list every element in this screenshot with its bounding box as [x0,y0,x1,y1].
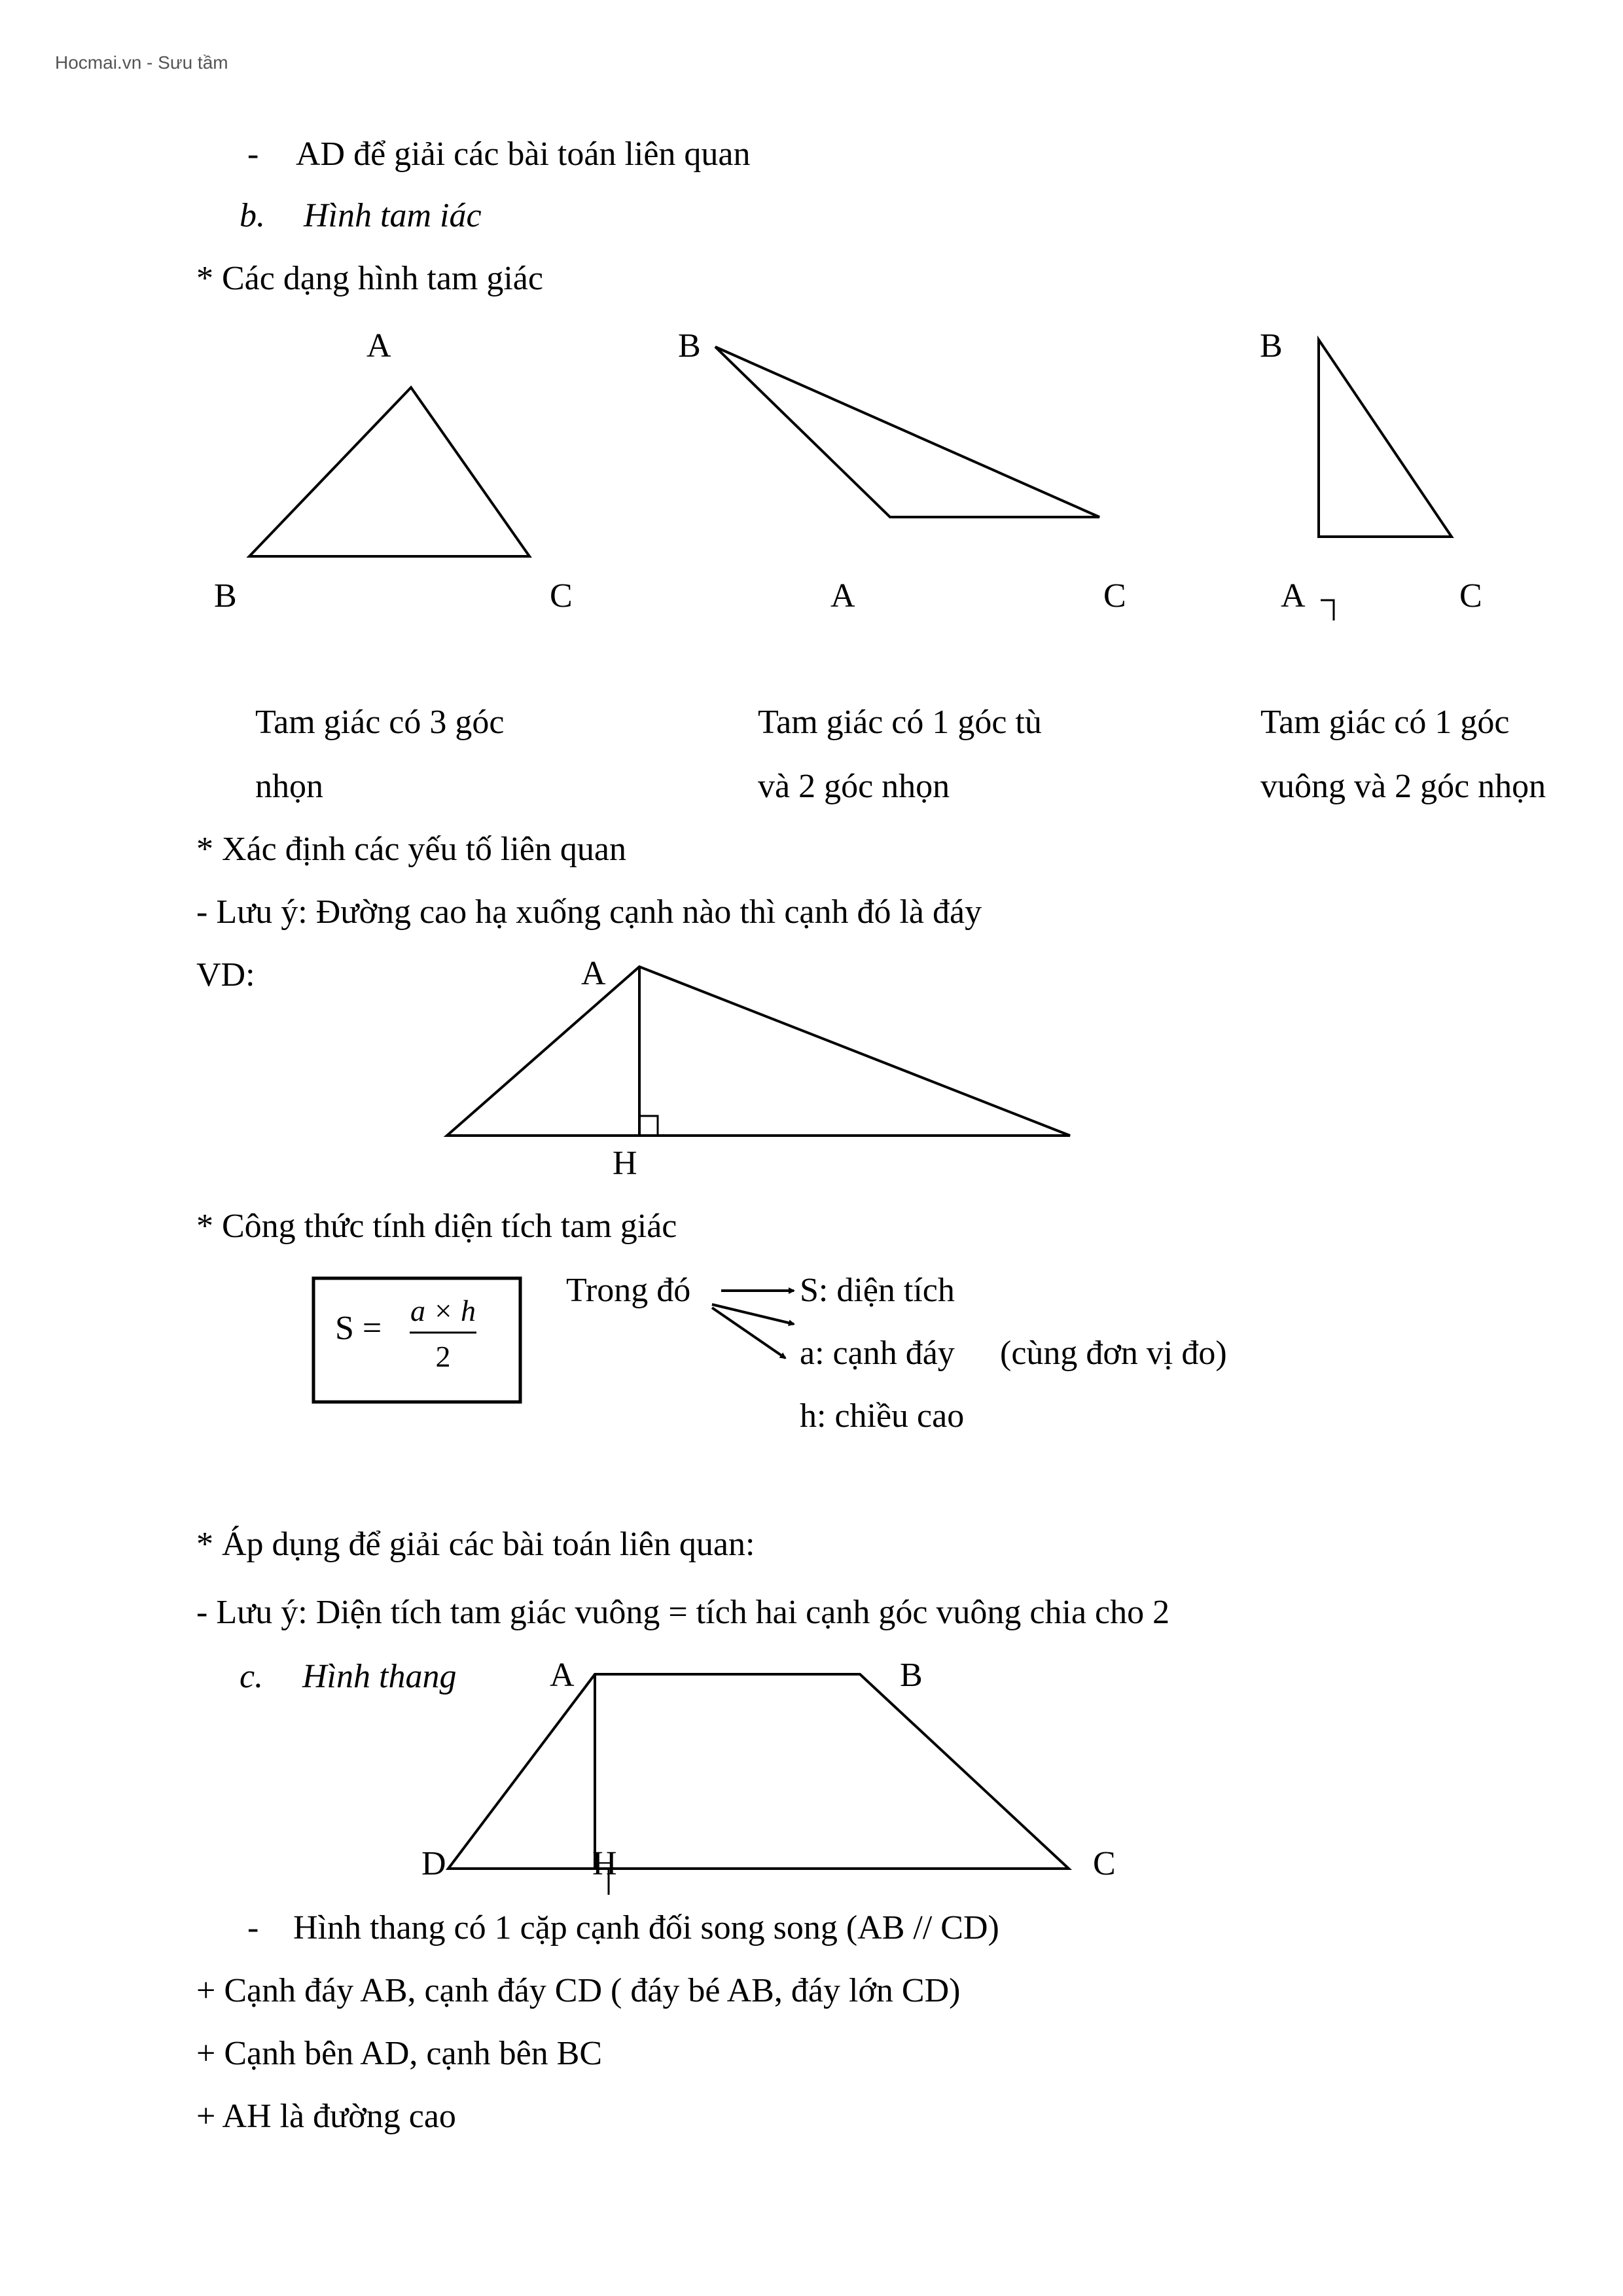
vertex-label-c: C [1093,1845,1116,1882]
vertex-label-b: B [1260,327,1283,365]
vertex-label-a: A [581,955,606,992]
vertex-label-b: B [900,1657,923,1694]
list-dash: - [247,1909,259,1946]
section-marker-c: c. [240,1658,264,1695]
vertex-label-c: C [1459,577,1482,615]
text-line: * Áp dụng để giải các bài toán liên quan: [196,1526,755,1563]
unit-note: (cùng đơn vị đo) [1000,1335,1227,1372]
definition-h: h: chiều cao [800,1397,965,1435]
acute-triangle [249,387,529,556]
vertex-label-b: B [678,327,701,365]
vertex-label-d: D [421,1845,446,1882]
right-angle-mark [639,1116,658,1136]
text-line: AD để giải các bài toán liên quan [296,135,751,173]
vertex-label-a: A [830,577,855,615]
example-label: VD: [196,956,255,994]
foot-label-h: H [613,1145,637,1182]
section-title-triangle: Hình tam iác [304,197,482,234]
caption-right-line2: vuông và 2 góc nhọn [1260,768,1546,805]
example-triangle [447,967,1070,1136]
text-line: + AH là đường cao [196,2098,456,2135]
caption-obtuse-line1: Tam giác có 1 góc tù [758,704,1042,741]
page-header-source: Hocmai.vn - Sưu tầm [55,52,228,73]
vertex-label-c: C [1103,577,1126,615]
caption-acute-line1: Tam giác có 3 góc [255,704,505,741]
formula-numerator: a × h [410,1294,476,1327]
section-marker-b: b. [240,197,265,234]
section-title-trapezoid: Hình thang [302,1658,457,1695]
text-line: * Các dạng hình tam giác [196,260,543,297]
caption-right-line1: Tam giác có 1 góc [1260,704,1510,741]
vertex-label-c: C [550,577,573,615]
vertex-label-a: A [550,1657,575,1694]
caption-acute-line2: nhọn [255,768,323,805]
where-label: Trong đó [566,1272,691,1309]
text-line: * Xác định các yếu tố liên quan [196,831,626,868]
right-angle-mark [1321,600,1334,620]
formula-denominator: 2 [435,1340,451,1373]
foot-label-h: H [592,1845,617,1882]
arrow-to-h [712,1308,785,1358]
text-line: + Cạnh đáy AB, cạnh đáy CD ( đáy bé AB, đáy lớn CD) [196,1972,961,2009]
trapezoid [448,1674,1069,1869]
vertex-label-b: B [214,577,237,615]
note-line: - Lưu ý: Diện tích tam giác vuông = tích hai cạnh góc vuông chia cho 2 [196,1594,1170,1631]
text-line: + Cạnh bên AD, cạnh bên BC [196,2035,603,2072]
right-triangle [1319,340,1452,537]
definition-s: S: diện tích [800,1272,955,1309]
vertex-label-a: A [366,327,391,365]
vertex-label-a: A [1281,577,1306,615]
arrow-to-a [712,1304,794,1324]
text-line: * Công thức tính diện tích tam giác [196,1208,677,1245]
caption-obtuse-line2: và 2 góc nhọn [758,768,950,805]
obtuse-triangle [715,347,1099,517]
note-line: - Lưu ý: Đường cao hạ xuống cạnh nào thì cạnh đó là đáy [196,893,982,931]
formula-lhs: S = [335,1310,382,1347]
list-dash: - [247,135,259,173]
definition-a: a: cạnh đáy [800,1335,955,1372]
text-line: Hình thang có 1 cặp cạnh đối song song (AB // CD) [293,1909,999,1946]
